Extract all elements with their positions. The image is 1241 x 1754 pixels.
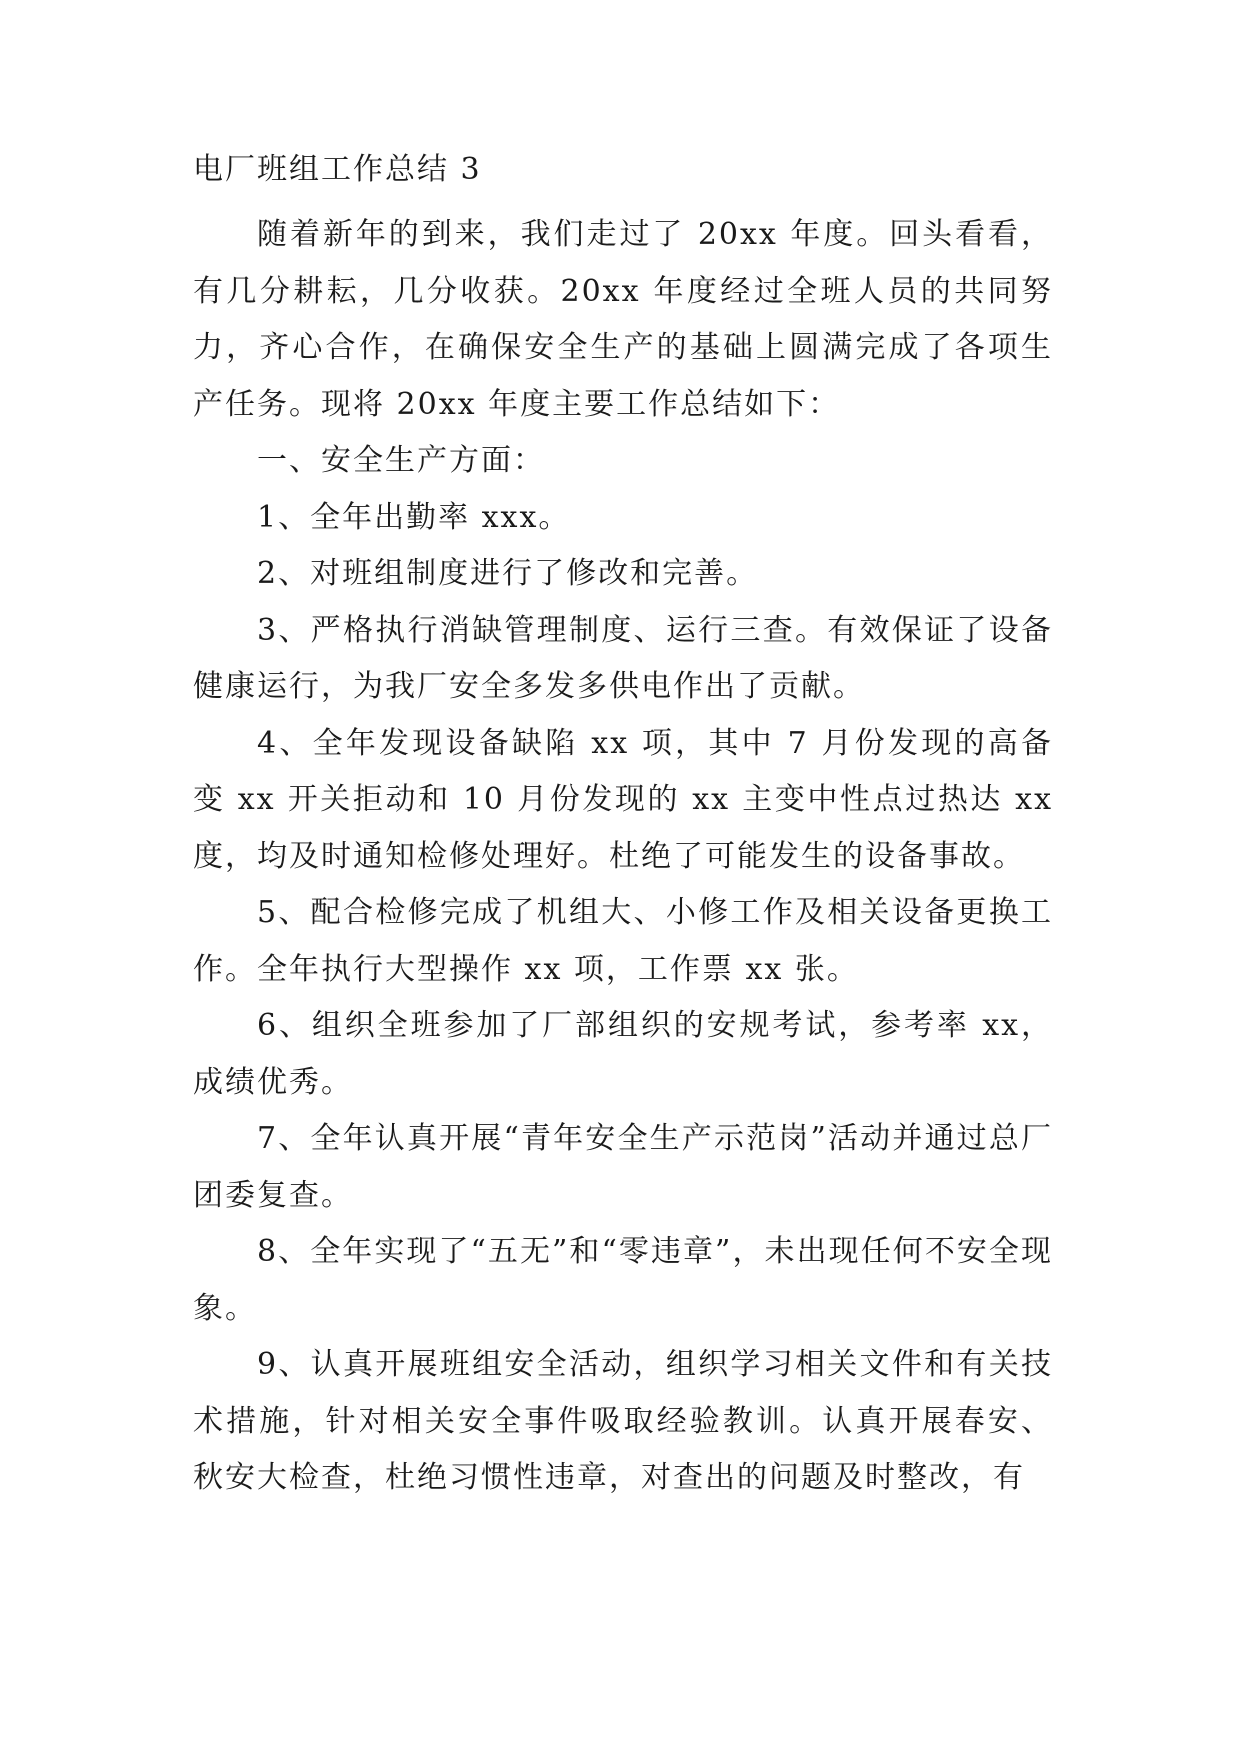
- list-item-3: 3、严格执行消缺管理制度、运行三查。有效保证了设备健康运行，为我厂安全多发多供电作出了贡献。: [193, 612, 1053, 704]
- list-item-8: 8、全年实现了“五无”和“零违章”，未出现任何不安全现象。: [193, 1234, 1053, 1326]
- document-title: 电厂班组工作总结 3: [193, 152, 482, 187]
- list-item-9: 9、认真开展班组安全活动，组织学习相关文件和有关技术措施，针对相关安全事件吸取经验教训。认真开展春安、秋安大检查，杜绝习惯性违章，对查出的问题及时整改，有: [193, 1347, 1053, 1495]
- list-item-5: 5、配合检修完成了机组大、小修工作及相关设备更换工作。全年执行大型操作 xx 项，工作票 xx 张。: [193, 895, 1053, 987]
- paragraph-intro: 随着新年的到来，我们走过了 20xx 年度。回头看看，有几分耕耘，几分收获。20xx 年度经过全班人员的共同努力，齐心合作，在确保安全生产的基础上圆满完成了各项生产任务。现将 20xx 年度主要工作总结如下：: [193, 217, 1053, 422]
- list-item-7: 7、全年认真开展“青年安全生产示范岗”活动并通过总厂团委复查。: [193, 1121, 1053, 1213]
- list-item-4: 4、全年发现设备缺陷 xx 项，其中 7 月份发现的高备变 xx 开关拒动和 10 月份发现的 xx 主变中性点过热达 xx 度，均及时通知检修处理好。杜绝了可能发生的设备事故。: [193, 725, 1053, 874]
- list-item-1: 1、全年出勤率 xxx。: [257, 499, 571, 535]
- list-item-2: 2、对班组制度进行了修改和完善。: [257, 556, 759, 591]
- list-item-6: 6、组织全班参加了厂部组织的安规考试，参考率 xx，成绩优秀。: [193, 1008, 1053, 1100]
- document-page: [193, 150, 1053, 1507]
- section-heading-safety: 一、安全生产方面：: [257, 443, 545, 478]
